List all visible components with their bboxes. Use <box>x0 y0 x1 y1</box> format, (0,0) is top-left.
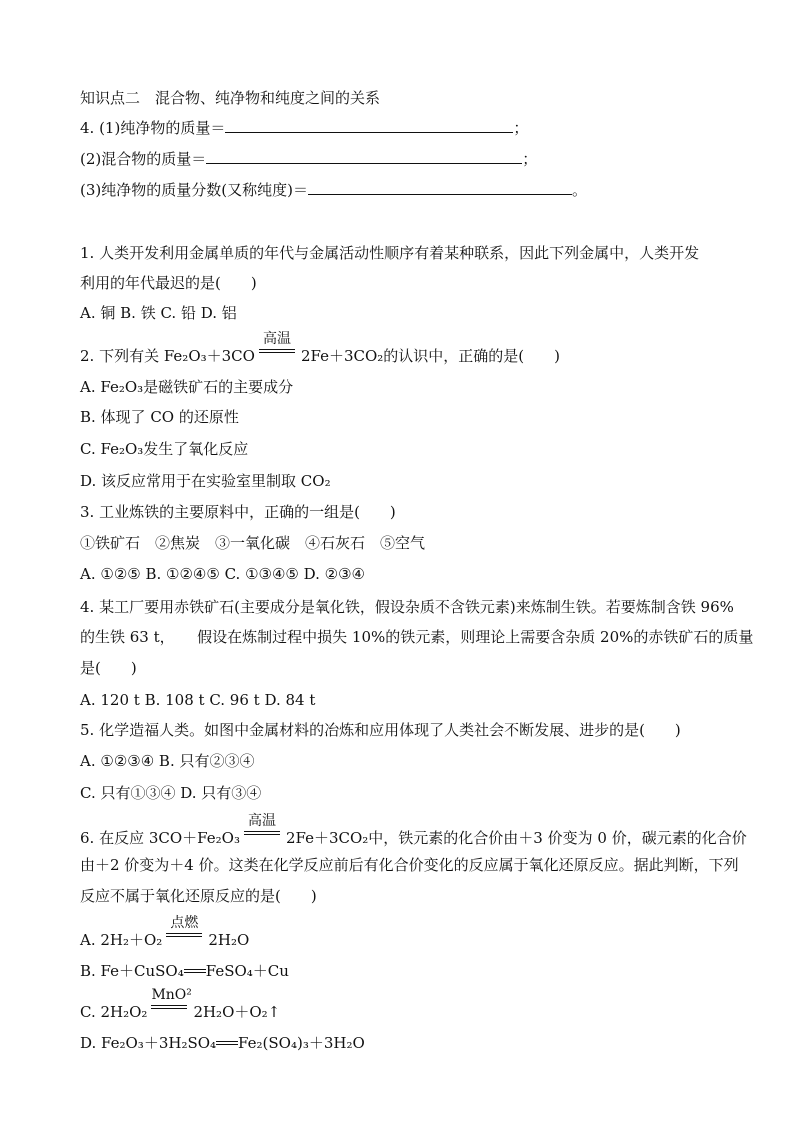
q4-line2: 的生铁 63 t， 假设在炼制过程中损失 10%的铁元素，则理论上需要含杂质 20%的赤铁矿石的质量 <box>80 628 754 646</box>
option-a-products: 2H₂O <box>208 931 250 949</box>
reaction-condition <box>151 987 192 1017</box>
fill-label: (2)混合物的质量＝ <box>80 150 207 168</box>
q5-options-ab: A. ①②③④ B. 只有②③④ <box>80 752 255 770</box>
fill-label: 4. (1)纯净物的质量＝ <box>80 119 226 137</box>
q6-stem-pre: 6. 在反应 3CO＋Fe₂O₃ <box>80 829 240 847</box>
q4-line3: 是( ) <box>80 659 137 677</box>
reaction-condition <box>166 915 202 945</box>
punctuation: ； <box>513 119 529 137</box>
q5-options-cd: C. 只有①③④ D. 只有③④ <box>80 784 262 802</box>
q4-line1: 4. 某工厂要用赤铁矿石(主要成分是氧化铁，假设杂质不含铁元素)来炼制生铁。若要炼制含铁 96% <box>80 598 734 616</box>
condition-label: MnO² <box>151 987 192 1003</box>
condition-label: 点燃 <box>170 915 199 931</box>
option-b-reactants: B. Fe＋CuSO₄ <box>80 962 184 980</box>
q2-option-a: A. Fe₂O₃是磁铁矿石的主要成分 <box>80 378 294 396</box>
q6-option-a <box>80 915 250 950</box>
q6-stem-line1 <box>80 813 747 848</box>
q6-option-b <box>80 961 289 981</box>
q6-stem-line3: 反应不属于氧化还原反应的是( ) <box>80 887 317 905</box>
equals-sign <box>216 1038 238 1050</box>
q1-stem-line2: 利用的年代最迟的是( ) <box>80 274 257 292</box>
q6-stem-line2: 由＋2 价变为＋4 价。这类在化学反应前后有化合价变化的反应属于氧化还原反应。据此判断，下列 <box>80 856 739 874</box>
fill-line-pure-mass <box>80 118 528 138</box>
q6-option-d <box>80 1033 365 1053</box>
q6-stem-post: 2Fe＋3CO₂中，铁元素的化合价由＋3 价变为 0 价，碳元素的化合价 <box>285 829 747 847</box>
q3-stem: 3. 工业炼铁的主要原料中，正确的一组是( ) <box>80 503 396 521</box>
q2-option-d: D. 该反应常用于在实验室里制取 CO₂ <box>80 472 331 490</box>
answer-blank[interactable] <box>206 149 522 164</box>
answer-blank[interactable] <box>225 118 513 133</box>
condition-label: 高温 <box>262 331 291 347</box>
q1-options: A. 铜 B. 铁 C. 铅 D. 铝 <box>80 304 237 322</box>
fill-label: (3)纯净物的质量分数(又称纯度)＝ <box>80 181 308 199</box>
answer-blank[interactable] <box>308 180 572 195</box>
punctuation: ； <box>522 150 538 168</box>
q4-options: A. 120 t B. 108 t C. 96 t D. 84 t <box>80 691 316 709</box>
option-a-reactants: A. 2H₂＋O₂ <box>80 931 163 949</box>
section-title: 知识点二 混合物、纯净物和纯度之间的关系 <box>80 89 381 107</box>
option-c-products: 2H₂O＋O₂↑ <box>193 1003 281 1021</box>
fill-line-mixture-mass <box>80 149 537 169</box>
q2-stem-pre: 2. 下列有关 Fe₂O₃＋3CO <box>80 347 255 365</box>
option-d-reactants: D. Fe₂O₃＋3H₂SO₄ <box>80 1034 217 1052</box>
option-b-products: FeSO₄＋Cu <box>205 962 289 980</box>
q3-items: ①铁矿石 ②焦炭 ③一氧化碳 ④石灰石 ⑤空气 <box>80 534 426 552</box>
q1-stem-line1: 1. 人类开发利用金属单质的年代与金属活动性顺序有着某种联系，因此下列金属中，人类开发 <box>80 244 700 262</box>
q5-stem: 5. 化学造福人类。如图中金属材料的冶炼和应用体现了人类社会不断发展、进步的是( ) <box>80 721 681 739</box>
reaction-condition <box>244 813 280 843</box>
q3-options: A. ①②⑤ B. ①②④⑤ C. ①③④⑤ D. ②③④ <box>80 565 365 583</box>
q2-option-c: C. Fe₂O₃发生了氧化反应 <box>80 440 249 458</box>
option-d-products: Fe₂(SO₄)₃＋3H₂O <box>238 1034 365 1052</box>
q2-option-b: B. 体现了 CO 的还原性 <box>80 408 239 426</box>
punctuation: 。 <box>571 181 587 199</box>
equals-sign <box>184 966 206 978</box>
option-c-reactants: C. 2H₂O₂ <box>80 1003 148 1021</box>
q6-option-c <box>80 987 281 1022</box>
condition-label: 高温 <box>247 813 276 829</box>
q2-stem <box>80 331 561 366</box>
q2-stem-post: 2Fe＋3CO₂的认识中，正确的是( ) <box>300 347 561 365</box>
reaction-condition <box>259 331 295 361</box>
fill-line-purity <box>80 180 587 200</box>
